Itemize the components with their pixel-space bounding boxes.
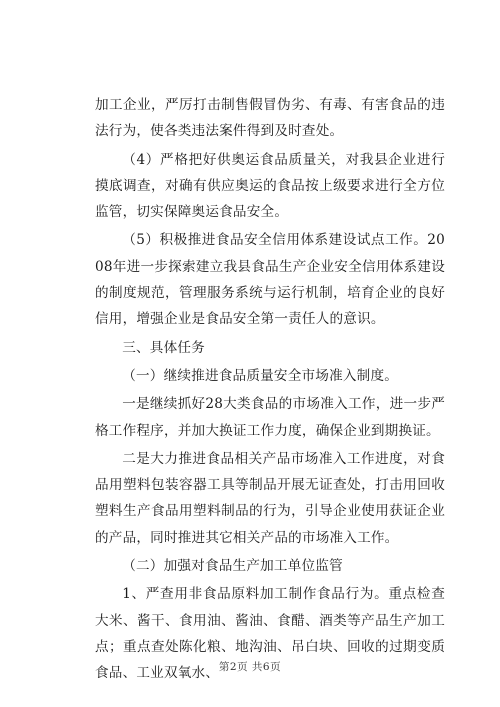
document-body [95, 92, 445, 689]
page-footer: 第2页 共6页 [218, 661, 282, 673]
paragraph: 加工企业，严厉打击制售假冒伪劣、有毒、有害食品的违法行为，使各类违法案件得到及时查处。 [95, 97, 445, 140]
paragraph: 二是大力推进食品相关产品市场准入工作进度，对食品用塑料包装容器工具等制品开展无证查处，打击用回收塑料生产食品用塑料制品的行为，引导企业使用获证企业的产品，同时推进其它相关产品的市场准入工作。 [95, 450, 445, 546]
subsection-heading: （二）加强对食品生产加工单位监管 [122, 558, 343, 575]
paragraph: 1、严查用非食品原料加工制作食品行为。重点检查大米、酱干、食用油、酱油、食醋、酒类等产品生产加工点；重点查处陈化粮、地沟油、吊白块、回收的过期变质食品、工业双氧水、 [95, 586, 445, 682]
paragraph: （5）积极推进食品安全信用体系建设试点工作。2008年进一步探索建立我县食品生产企业安全信用体系建设的制度规范，管理服务系统与运行机制，培育企业的良好信用，增强企业是食品安全第一责任人的意识。 [95, 232, 445, 328]
paragraph: 一是继续抓好28大类食品的市场准入工作，进一步严格工作程序，并加大换证工作力度，确保企业到期换证。 [95, 396, 445, 439]
subsection-heading: （一）继续推进食品质量安全市场准入制度。 [122, 367, 399, 384]
section-heading: 三、具体任务 [122, 339, 205, 356]
paragraph: （4）严格把好供奥运食品质量关，对我县企业进行摸底调查，对确有供应奥运的食品按上级要求进行全方位监管，切实保障奥运食品安全。 [95, 151, 445, 221]
